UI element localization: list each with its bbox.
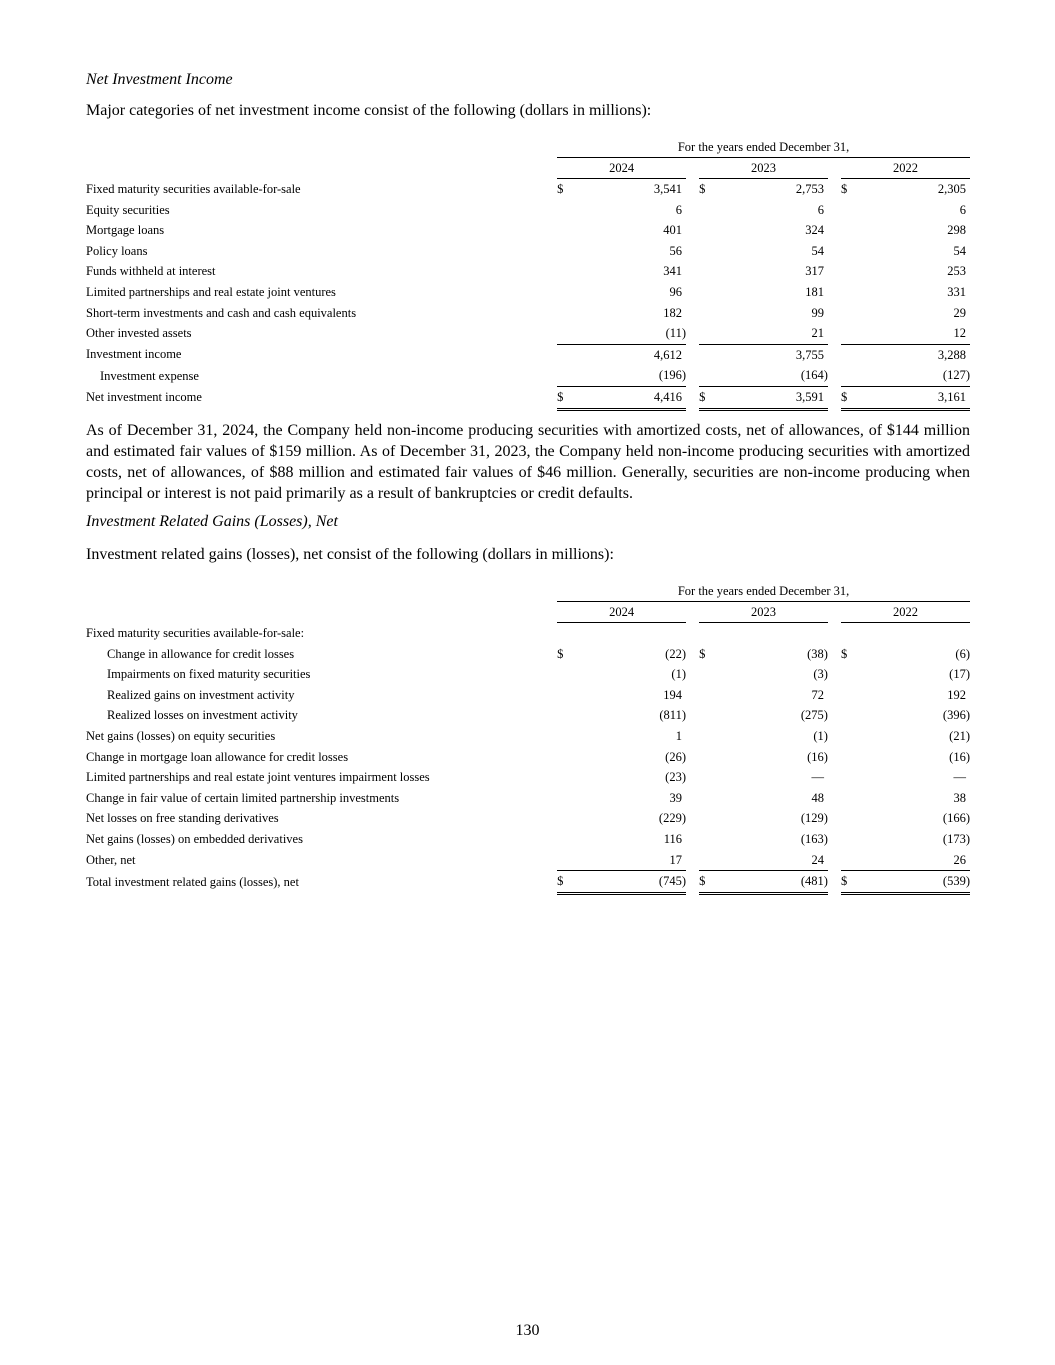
cell-value: (173) [942, 831, 970, 846]
value-2022 [855, 282, 970, 303]
investment-related-gains-intro: Investment related gains (losses), net consist of the following (dollars in millions): [86, 546, 614, 563]
currency-symbol [841, 366, 855, 387]
value-2024 [571, 220, 686, 241]
table-row [86, 664, 970, 685]
cell-value: 4,416 [653, 389, 682, 404]
currency-symbol [841, 664, 855, 685]
cell-value: 3,541 [653, 181, 682, 196]
value-2022 [855, 344, 970, 365]
cell-value: — [811, 770, 824, 785]
currency-symbol [841, 685, 855, 706]
currency-symbol [557, 366, 571, 387]
cell-value: 3,161 [937, 389, 966, 404]
cell-value: 54 [953, 243, 966, 258]
table-row [86, 767, 970, 788]
cell-value: 194 [663, 687, 682, 702]
currency-symbol [699, 809, 713, 830]
cell-value: (1) [671, 667, 686, 682]
value-2024 [571, 644, 686, 665]
cell-value: (127) [942, 368, 970, 383]
column-header-2023: 2023 [699, 158, 828, 179]
value-2022 [855, 706, 970, 727]
table-row [86, 387, 970, 410]
currency-symbol [699, 685, 713, 706]
table-row [86, 366, 970, 387]
row-label: Realized losses on investment activity [107, 708, 298, 723]
table-row [86, 871, 970, 894]
value-2024 [571, 179, 686, 200]
currency-symbol [699, 241, 713, 262]
cell-value: 181 [805, 284, 824, 299]
cell-value: (745) [658, 874, 686, 889]
value-2023 [713, 726, 828, 747]
column-header-2024: 2024 [557, 158, 686, 179]
currency-symbol: $ [699, 181, 706, 196]
row-label: Change in allowance for credit losses [107, 646, 295, 661]
cell-value: 12 [953, 326, 966, 341]
cell-value: (6) [955, 646, 970, 661]
value-2023 [713, 644, 828, 665]
currency-symbol [557, 323, 571, 344]
value-2024 [571, 726, 686, 747]
row-label: Funds withheld at interest [86, 264, 216, 279]
non-income-producing-paragraph: As of December 31, 2024, the Company held non-income producing securities with amortized costs, net of allowances, of $144 million and estimated fair values of $159 million. As of December 31, 2023, the Company held non-income producing securities with amortized costs, net of allowances, of $88 million and estimated fair values of $46 million. Generally, securities are non-income producing when principal or interest is not paid primarily as a result of bankruptcies or credit defaults. [86, 422, 970, 502]
currency-symbol [699, 747, 713, 768]
row-label: Change in fair value of certain limited partnership investments [86, 790, 400, 805]
cell-value: (164) [800, 368, 828, 383]
cell-value: — [953, 770, 966, 785]
currency-symbol [699, 788, 713, 809]
value-2022 [855, 788, 970, 809]
value-2023 [713, 200, 828, 221]
cell-value: 39 [669, 790, 682, 805]
table-row [86, 323, 970, 344]
table-row [86, 809, 970, 830]
cell-value: 331 [947, 284, 966, 299]
value-2023 [713, 685, 828, 706]
row-label: Other, net [86, 852, 136, 867]
cell-value: 182 [663, 305, 682, 320]
table-row [86, 220, 970, 241]
currency-symbol [699, 220, 713, 241]
value-2022 [855, 387, 970, 410]
cell-value: 3,591 [795, 389, 824, 404]
cell-value: 253 [947, 264, 966, 279]
cell-value: (539) [942, 874, 970, 889]
row-label: Equity securities [86, 202, 170, 217]
column-header-2022: 2022 [841, 158, 970, 179]
cell-value: 341 [663, 264, 682, 279]
cell-value: 317 [805, 264, 824, 279]
cell-value: (481) [800, 874, 828, 889]
row-label: Limited partnerships and real estate joint ventures [86, 284, 336, 299]
row-label: Policy loans [86, 243, 148, 258]
page-number: 130 [515, 1322, 540, 1339]
table-caption: For the years ended December 31, [557, 581, 970, 602]
currency-symbol [841, 262, 855, 283]
cell-value: 99 [811, 305, 824, 320]
table-row [86, 850, 970, 871]
cell-value: 116 [663, 831, 682, 846]
value-2023 [713, 767, 828, 788]
cell-value: 29 [953, 305, 966, 320]
currency-symbol [557, 200, 571, 221]
currency-symbol [699, 282, 713, 303]
value-2024 [571, 366, 686, 387]
net-investment-income-heading: Net Investment Income [86, 71, 233, 88]
table-header-row [86, 602, 970, 623]
value-2024 [571, 344, 686, 365]
row-label: Fixed maturity securities available-for-sale: [86, 625, 305, 640]
column-header-2024: 2024 [557, 602, 686, 623]
cell-value: 17 [669, 852, 682, 867]
table-row [86, 241, 970, 262]
currency-symbol [699, 726, 713, 747]
currency-symbol: $ [841, 387, 855, 410]
currency-symbol: $ [557, 181, 564, 196]
cell-value: 3,288 [937, 347, 966, 362]
value-2024 [571, 387, 686, 410]
cell-value: (38) [807, 646, 828, 661]
value-2022 [855, 685, 970, 706]
cell-value: (16) [949, 749, 970, 764]
value-2024 [571, 809, 686, 830]
currency-symbol [699, 366, 713, 387]
cell-value: (275) [800, 708, 828, 723]
cell-value: (26) [665, 749, 686, 764]
value-2024 [571, 767, 686, 788]
column-header-2023: 2023 [699, 602, 828, 623]
value-2022 [855, 829, 970, 850]
currency-symbol [699, 344, 713, 365]
currency-symbol [557, 747, 571, 768]
value-2023 [713, 282, 828, 303]
value-2023 [713, 303, 828, 324]
cell-value: (196) [658, 368, 686, 383]
table-row [86, 303, 970, 324]
value-2023 [713, 871, 828, 894]
value-2022 [855, 871, 970, 894]
net-investment-income-intro: Major categories of net investment income consist of the following (dollars in millions): [86, 102, 652, 119]
cell-value: (21) [949, 728, 970, 743]
value-2024 [571, 323, 686, 344]
row-label: Total investment related gains (losses), net [86, 874, 299, 889]
currency-symbol [699, 829, 713, 850]
currency-symbol [841, 850, 855, 871]
cell-value: 38 [953, 790, 966, 805]
currency-symbol [699, 850, 713, 871]
currency-symbol: $ [841, 181, 848, 196]
table-row [86, 262, 970, 283]
currency-symbol [841, 829, 855, 850]
value-2023 [713, 179, 828, 200]
cell-value: (1) [813, 728, 828, 743]
value-2024 [571, 850, 686, 871]
cell-value: 6 [675, 202, 682, 217]
currency-symbol [557, 706, 571, 727]
value-2022 [855, 644, 970, 665]
cell-value: 56 [669, 243, 682, 258]
investment-related-gains-heading: Investment Related Gains (Losses), Net [86, 513, 338, 530]
cell-value: (229) [658, 811, 686, 826]
currency-symbol [557, 664, 571, 685]
value-2022 [855, 323, 970, 344]
cell-value: 72 [811, 687, 824, 702]
value-2024 [571, 706, 686, 727]
table-row [86, 644, 970, 665]
currency-symbol [557, 726, 571, 747]
table-row [86, 282, 970, 303]
cell-value: 2,305 [937, 181, 966, 196]
row-label: Other invested assets [86, 326, 192, 341]
value-2022 [855, 179, 970, 200]
value-2022 [855, 850, 970, 871]
row-label: Change in mortgage loan allowance for credit losses [86, 749, 349, 764]
cell-value: 6 [959, 202, 966, 217]
value-2022 [855, 664, 970, 685]
cell-value: (129) [800, 811, 828, 826]
value-2023 [713, 241, 828, 262]
table-row [86, 344, 970, 365]
table-caption-row [86, 137, 970, 158]
investment-related-gains-table [86, 581, 970, 895]
currency-symbol: $ [557, 646, 564, 661]
currency-symbol [557, 685, 571, 706]
value-2022 [855, 809, 970, 830]
cell-value: 6 [817, 202, 824, 217]
value-2023 [713, 262, 828, 283]
currency-symbol [557, 788, 571, 809]
currency-symbol [841, 767, 855, 788]
value-2024 [571, 685, 686, 706]
cell-value: (17) [949, 667, 970, 682]
currency-symbol [841, 747, 855, 768]
table-row [86, 685, 970, 706]
value-2024 [571, 788, 686, 809]
table-row [86, 788, 970, 809]
cell-value: 3,755 [795, 347, 824, 362]
value-2023 [713, 366, 828, 387]
currency-symbol: $ [841, 646, 848, 661]
value-2022 [855, 200, 970, 221]
cell-value: 54 [811, 243, 824, 258]
value-2022 [855, 366, 970, 387]
currency-symbol [557, 829, 571, 850]
value-2022 [855, 303, 970, 324]
column-header-2022: 2022 [841, 602, 970, 623]
value-2024 [571, 282, 686, 303]
currency-symbol [557, 344, 571, 365]
row-label: Impairments on fixed maturity securities [107, 667, 311, 682]
value-2023 [713, 387, 828, 410]
currency-symbol [841, 788, 855, 809]
table-row [86, 179, 970, 200]
cell-value: (22) [665, 646, 686, 661]
currency-symbol [557, 262, 571, 283]
currency-symbol: $ [699, 387, 713, 410]
currency-symbol [841, 726, 855, 747]
currency-symbol [699, 767, 713, 788]
currency-symbol [841, 282, 855, 303]
cell-value: 4,612 [653, 347, 682, 362]
cell-value: (163) [800, 831, 828, 846]
cell-value: 24 [811, 852, 824, 867]
currency-symbol [557, 282, 571, 303]
currency-symbol [699, 200, 713, 221]
value-2023 [713, 664, 828, 685]
value-2024 [571, 664, 686, 685]
table-header-row [86, 158, 970, 179]
row-label: Limited partnerships and real estate joint ventures impairment losses [86, 770, 430, 785]
currency-symbol [841, 241, 855, 262]
value-2023 [713, 323, 828, 344]
currency-symbol: $ [841, 871, 855, 894]
currency-symbol [557, 850, 571, 871]
value-2022 [855, 747, 970, 768]
cell-value: 21 [811, 326, 824, 341]
value-2023 [713, 747, 828, 768]
table-row [86, 829, 970, 850]
cell-value: 48 [811, 790, 824, 805]
table-row-group [86, 623, 970, 644]
table-caption-row [86, 581, 970, 602]
currency-symbol: $ [557, 387, 571, 410]
cell-value: 324 [805, 223, 824, 238]
value-2022 [855, 241, 970, 262]
currency-symbol [557, 241, 571, 262]
currency-symbol [557, 303, 571, 324]
value-2024 [571, 829, 686, 850]
row-label: Net investment income [86, 390, 202, 405]
value-2023 [713, 220, 828, 241]
value-2024 [571, 200, 686, 221]
value-2024 [571, 241, 686, 262]
value-2022 [855, 220, 970, 241]
table-caption: For the years ended December 31, [557, 137, 970, 158]
net-investment-income-table [86, 137, 970, 411]
row-label: Fixed maturity securities available-for-sale [86, 181, 301, 196]
currency-symbol: $ [557, 871, 571, 894]
currency-symbol [841, 706, 855, 727]
row-label: Net gains (losses) on embedded derivatives [86, 831, 303, 846]
row-label: Realized gains on investment activity [107, 687, 295, 702]
table-row [86, 706, 970, 727]
row-label: Investment income [86, 347, 182, 362]
currency-symbol [841, 220, 855, 241]
currency-symbol: $ [699, 871, 713, 894]
currency-symbol [699, 303, 713, 324]
currency-symbol [699, 706, 713, 727]
currency-symbol [557, 220, 571, 241]
cell-value: (23) [665, 770, 686, 785]
cell-value: (11) [665, 326, 686, 341]
cell-value: (3) [813, 667, 828, 682]
cell-value: (811) [659, 708, 686, 723]
value-2023 [713, 829, 828, 850]
value-2023 [713, 850, 828, 871]
row-label: Net losses on free standing derivatives [86, 811, 279, 826]
row-label: Short-term investments and cash and cash equivalents [86, 305, 357, 320]
cell-value: (396) [942, 708, 970, 723]
currency-symbol [841, 809, 855, 830]
cell-value: (166) [942, 811, 970, 826]
value-2023 [713, 788, 828, 809]
row-label: Mortgage loans [86, 223, 165, 238]
cell-value: (16) [807, 749, 828, 764]
currency-symbol [841, 200, 855, 221]
value-2024 [571, 262, 686, 283]
value-2022 [855, 262, 970, 283]
currency-symbol [557, 767, 571, 788]
currency-symbol [557, 809, 571, 830]
cell-value: 298 [947, 223, 966, 238]
cell-value: 192 [947, 687, 966, 702]
row-label: Net gains (losses) on equity securities [86, 728, 276, 743]
value-2024 [571, 871, 686, 894]
currency-symbol: $ [699, 646, 706, 661]
currency-symbol [841, 303, 855, 324]
cell-value: 26 [953, 852, 966, 867]
currency-symbol [699, 664, 713, 685]
cell-value: 2,753 [795, 181, 824, 196]
table-row [86, 200, 970, 221]
value-2023 [713, 344, 828, 365]
currency-symbol [841, 323, 855, 344]
value-2022 [855, 726, 970, 747]
value-2024 [571, 747, 686, 768]
cell-value: 401 [663, 223, 682, 238]
currency-symbol [841, 344, 855, 365]
row-label: Investment expense [100, 368, 199, 383]
currency-symbol [699, 323, 713, 344]
value-2023 [713, 706, 828, 727]
value-2024 [571, 303, 686, 324]
value-2022 [855, 767, 970, 788]
cell-value: 96 [669, 284, 682, 299]
table-row [86, 747, 970, 768]
table-row [86, 726, 970, 747]
value-2023 [713, 809, 828, 830]
cell-value: 1 [675, 728, 682, 743]
currency-symbol [699, 262, 713, 283]
